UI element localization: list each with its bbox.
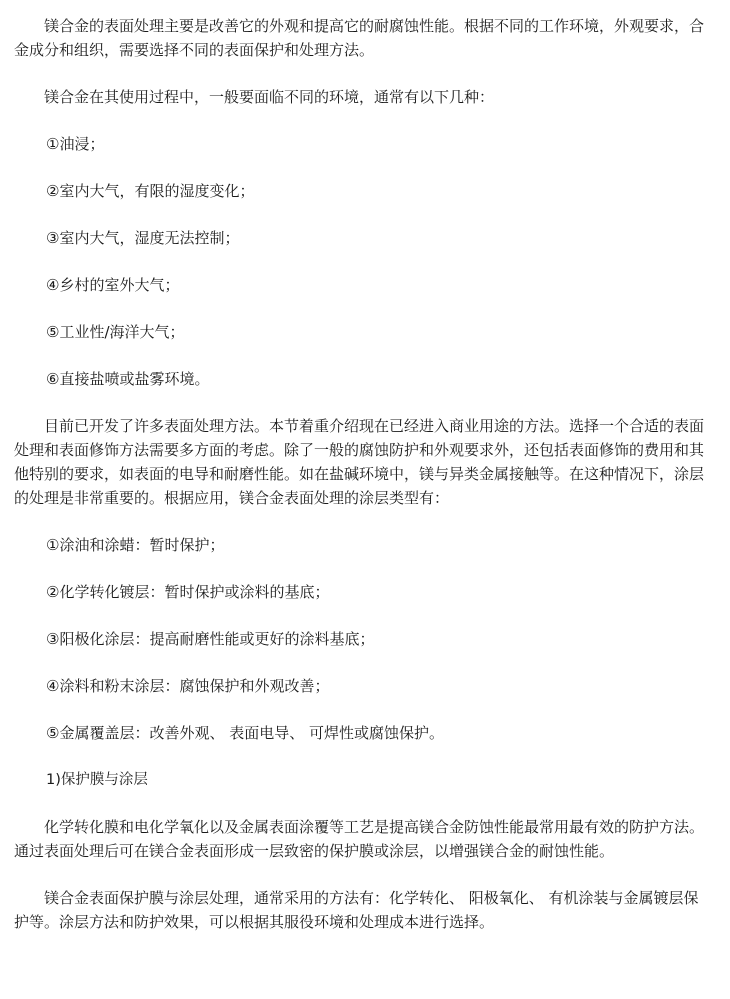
paragraph-conversion: 化学转化膜和电化学氧化以及金属表面涂覆等工艺是提高镁合金防蚀性能最常用最有效的防护方法。通过表面处理后可在镁合金表面形成一层致密的保护膜或涂层，以增强镁合金的耐蚀性能。 — [14, 818, 705, 860]
environment-item: ①油浸； — [46, 135, 105, 153]
environment-item: ④乡村的室外大气； — [46, 276, 180, 294]
coating-type-item: ②化学转化镀层：暂时保护或涂料的基底； — [46, 583, 330, 601]
coating-type-item: ④涂料和粉末涂层：腐蚀保护和外观改善； — [46, 677, 330, 695]
paragraph-intro: 镁合金的表面处理主要是改善它的外观和提高它的耐腐蚀性能。根据不同的工作环境，外观要求，合金成分和组织，需要选择不同的表面保护和处理方法。 — [14, 17, 705, 59]
environment-item: ②室内大气，有限的湿度变化； — [46, 182, 255, 200]
paragraph-protection: 镁合金表面保护膜与涂层处理，通常采用的方法有：化学转化、 阳极氧化、 有机涂装与金属镀层保护等。涂层方法和防护效果，可以根据其服役环境和处理成本进行选择。 — [14, 889, 699, 931]
environment-item: ⑥直接盐喷或盐雾环境。 — [46, 370, 210, 388]
paragraph-methods: 目前已开发了许多表面处理方法。本节着重介绍现在已经进入商业用途的方法。选择一个合适的表面处理和表面修饰方法需要多方面的考虑。除了一般的腐蚀防护和外观要求外，还包括表面修饰的费用和其他特别的要求，如表面的电导和耐磨性能。如在盐碱环境中，镁与异类金属接触等。在这种情况下，涂层的处理是非常重要的。根据应用，镁合金表面处理的涂层类型有： — [14, 417, 705, 507]
paragraph-environment-intro: 镁合金在其使用过程中，一般要面临不同的环境，通常有以下几种： — [44, 88, 495, 106]
coating-type-item: ③阳极化涂层：提高耐磨性能或更好的涂料基底； — [46, 630, 375, 648]
environment-item: ③室内大气，湿度无法控制； — [46, 229, 240, 247]
section-heading: 1)保护膜与涂层 — [46, 772, 148, 788]
coating-type-item: ⑤金属覆盖层：改善外观、 表面电导、 可焊性或腐蚀保护。 — [46, 724, 444, 742]
coating-type-item: ①涂油和涂蜡：暂时保护； — [46, 536, 225, 554]
environment-item: ⑤工业性/海洋大气； — [46, 323, 185, 341]
